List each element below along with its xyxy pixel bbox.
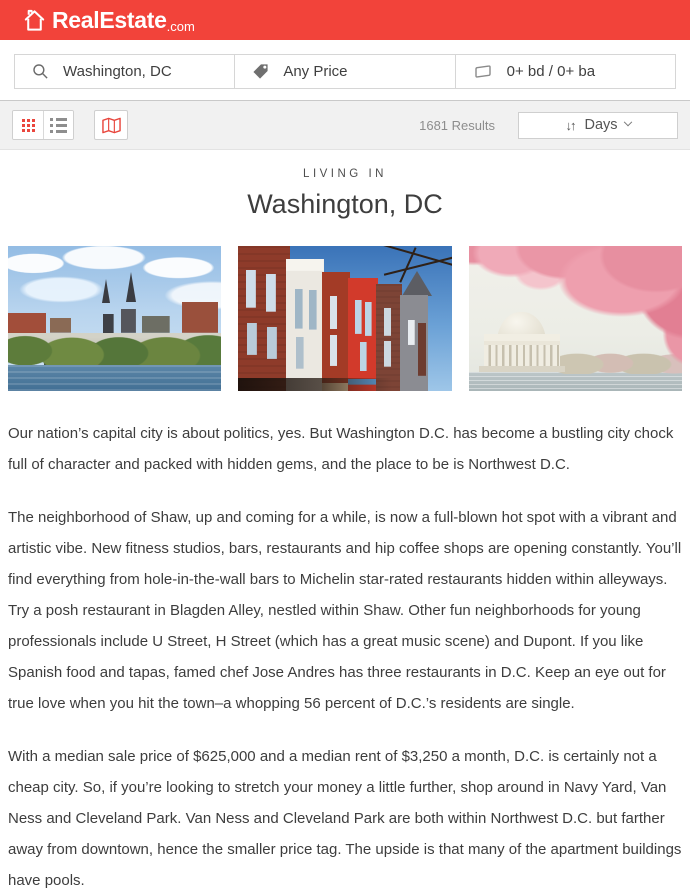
photo2-house-brick	[238, 246, 289, 391]
page-title: Washington, DC	[247, 189, 443, 219]
photo2-turret-roof	[402, 271, 432, 296]
brand-tld: .com	[166, 18, 195, 34]
price-tag-icon	[252, 63, 269, 80]
results-count: 1681 Results	[419, 117, 495, 133]
results-toolbar	[0, 100, 690, 150]
paragraph-intro: Our nation’s capital city is about politics, yes. But Washington D.C. has become a bustling city chock full of character and packed with hidden gems, and the place to be is Northwest D.C.	[8, 425, 674, 473]
price-filter[interactable]	[234, 55, 454, 88]
photo2-house-red	[348, 278, 378, 391]
list-view-icon	[50, 118, 67, 133]
map-view-button[interactable]	[94, 110, 128, 140]
search-section	[0, 40, 690, 100]
article	[8, 418, 682, 896]
photo-jefferson-memorial	[469, 246, 682, 391]
grid-view-button[interactable]	[13, 111, 43, 139]
toolbar-right	[419, 112, 678, 139]
view-toggle	[12, 110, 74, 140]
photo-georgetown-key-bridge	[8, 246, 221, 391]
sort-label: Days	[584, 117, 618, 133]
beds-baths-filter[interactable]	[455, 55, 675, 88]
photo2-house-darkbrick	[376, 284, 402, 391]
photo1-spire	[102, 279, 110, 303]
photo3-tidal-basin	[469, 372, 682, 391]
photo-row	[8, 246, 682, 391]
location-search-field[interactable]	[15, 55, 234, 88]
section-eyebrow: LIVING IN	[303, 168, 387, 180]
chevron-down-icon	[623, 118, 631, 126]
brand-logo[interactable]	[21, 7, 195, 34]
photo1-spire	[126, 272, 136, 302]
photo3-cherry-blossoms	[469, 246, 682, 371]
photo2-stairs-shadow	[238, 378, 392, 391]
location-value: Washington, DC	[63, 63, 172, 80]
search-fields	[14, 54, 676, 89]
photo-row-houses	[238, 246, 451, 391]
brand-name: RealEstate	[52, 6, 167, 33]
photo1-trees	[8, 326, 221, 367]
sort-arrows-icon: ↓↑	[565, 117, 575, 133]
paragraph-neighborhoods: The neighborhood of Shaw, up and coming for a while, is now a full-blown hot spot with a vibrant and artistic vibe. New fitness studios, bars, restaurants and hip coffee shops are opening constantly. You’ll find everything from hole-in-the-wall bars to Michelin star-rated restaurants hidden within alleyways. Try a posh restaurant in Blagden Alley, nestled within Shaw. Other fun neighborhoods for young professionals include U Street, H Street (which has a great music scene) and Dupont. If you like Spanish food and tapas, famed chef Jose Andres has three restaurants in D.C. Keep an eye out for true love when you hit the town–a whopping 56 percent of D.C.’s residents are single.	[8, 509, 682, 712]
photo1-river	[8, 365, 221, 391]
house-logo-icon	[21, 7, 48, 34]
map-icon	[101, 116, 122, 135]
search-icon	[32, 63, 49, 80]
price-value: Any Price	[283, 63, 348, 80]
beds-baths-value: 0+ bd / 0+ ba	[506, 63, 596, 80]
sort-button[interactable]	[518, 112, 678, 139]
photo2-house-redbrick	[322, 272, 351, 391]
photo2-house-white	[286, 259, 323, 391]
photo2-house-turret	[400, 295, 428, 391]
main-content	[0, 150, 690, 896]
grid-view-icon	[22, 119, 35, 132]
app-header	[0, 0, 690, 40]
list-view-button[interactable]	[43, 111, 73, 139]
bed-icon	[473, 63, 493, 80]
paragraph-prices: With a median sale price of $625,000 and a median rent of $3,250 a month, D.C. is certainly not a cheap city. So, if you’re looking to stretch your money a little further, shop around in Navy Yard, Van Ness and Cleveland Park. Van Ness and Cleveland Park are both within Northwest D.C. but farther away from downtown, hence the smaller price tag. The upside is that many of the apartment buildings have pools.	[8, 748, 682, 889]
